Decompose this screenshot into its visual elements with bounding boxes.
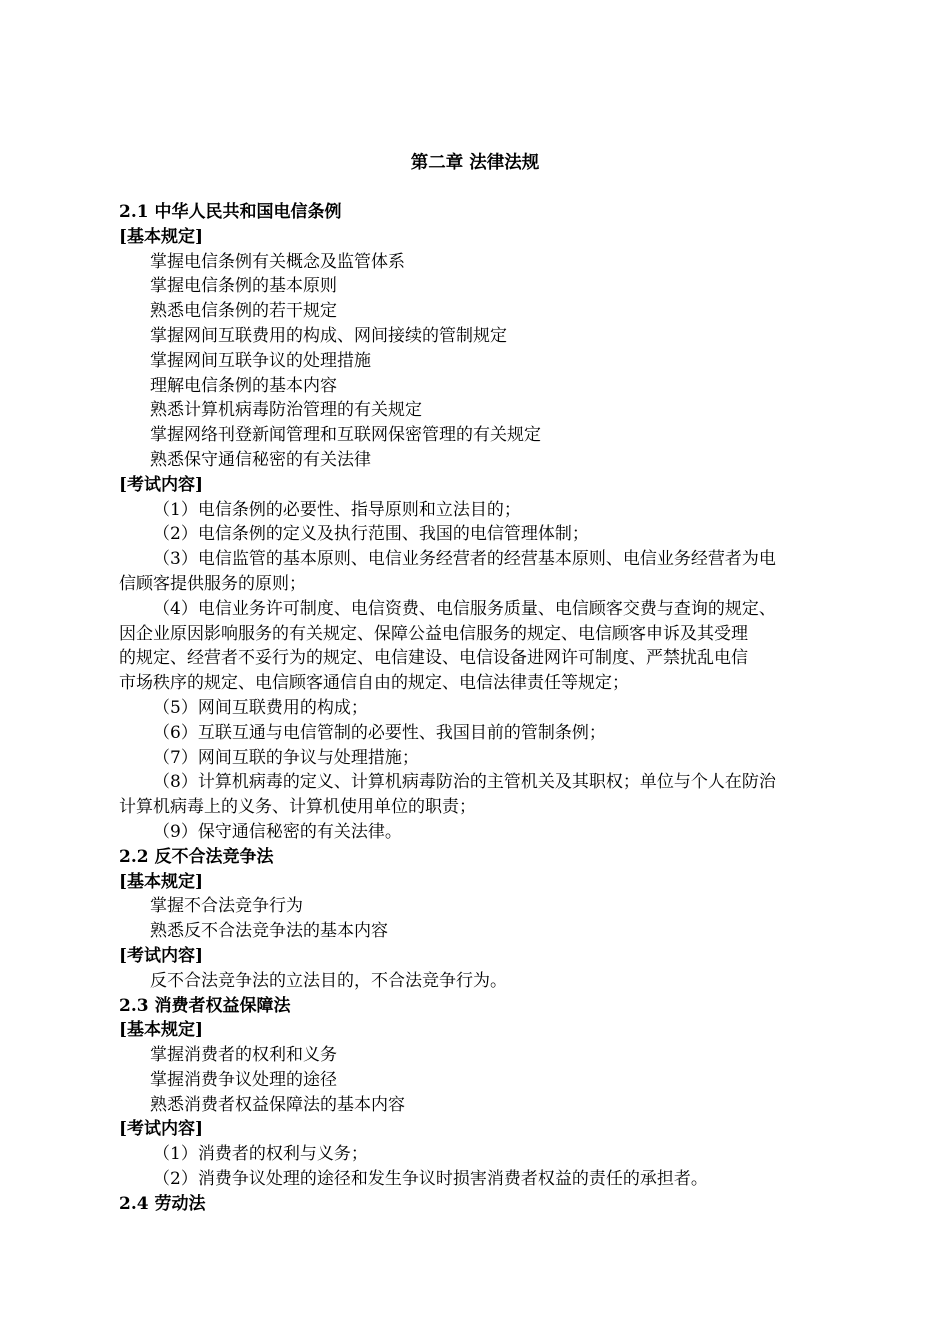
exam-item: （9）保守通信秘密的有关法律。 xyxy=(153,821,402,842)
basic-item: 掌握消费争议处理的途径 xyxy=(150,1069,337,1090)
basic-item: 掌握电信条例有关概念及监管体系 xyxy=(150,251,405,272)
exam-item: （4）电信业务许可制度、电信资费、电信服务质量、电信顾客交费与查询的规定、 xyxy=(153,598,776,619)
section-heading: 2.3 消费者权益保障法 xyxy=(119,995,291,1016)
document-body xyxy=(119,200,864,1217)
section-heading: 2.2 反不合法竞争法 xyxy=(119,846,274,867)
exam-item: （7）网间互联的争议与处理措施； xyxy=(153,747,419,768)
exam-item: （1）消费者的权利与义务； xyxy=(153,1144,368,1165)
exam-item: （3）电信监管的基本原则、电信业务经营者的经营基本原则、电信业务经营者为电 xyxy=(153,549,776,570)
exam-content-label: [考试内容] xyxy=(119,1119,204,1140)
exam-item: （5）网间互联费用的构成； xyxy=(153,697,368,718)
exam-content-label: [考试内容] xyxy=(119,945,204,966)
exam-item-continuation: 信顾客提供服务的原则； xyxy=(119,573,306,594)
chapter-title: 第二章 法律法规 xyxy=(410,153,540,173)
exam-item-continuation: 的规定、经营者不妥行为的规定、电信建设、电信设备进网许可制度、严禁扰乱电信 xyxy=(119,648,748,669)
basic-item: 掌握网间互联费用的构成、网间接续的管制规定 xyxy=(150,325,507,346)
exam-item: （8）计算机病毒的定义、计算机病毒防治的主管机关及其职权；单位与个人在防治 xyxy=(153,772,776,793)
exam-item-continuation: 市场秩序的规定、电信顾客通信自由的规定、电信法律责任等规定； xyxy=(119,673,629,694)
exam-content-label: [考试内容] xyxy=(119,474,204,495)
basic-requirements-label: [基本规定] xyxy=(119,1020,204,1041)
basic-item: 熟悉反不合法竞争法的基本内容 xyxy=(150,921,388,942)
basic-item: 掌握网间互联争议的处理措施 xyxy=(150,350,371,371)
basic-requirements-label: [基本规定] xyxy=(119,871,204,892)
section-heading: 2.1 中华人民共和国电信条例 xyxy=(119,202,342,222)
basic-item: 熟悉电信条例的若干规定 xyxy=(150,301,337,322)
exam-item-continuation: 计算机病毒上的义务、计算机使用单位的职责； xyxy=(119,797,476,818)
basic-item: 熟悉保守通信秘密的有关法律 xyxy=(150,449,371,470)
basic-item: 理解电信条例的基本内容 xyxy=(150,375,337,396)
basic-item: 掌握网络刊登新闻管理和互联网保密管理的有关规定 xyxy=(150,425,541,446)
exam-item: （2）消费争议处理的途径和发生争议时损害消费者权益的责任的承担者。 xyxy=(153,1169,708,1190)
basic-requirements-label: [基本规定] xyxy=(119,226,204,247)
exam-item: （1）电信条例的必要性、指导原则和立法目的； xyxy=(153,499,521,520)
section-heading: 2.4 劳动法 xyxy=(119,1193,206,1214)
basic-item: 掌握电信条例的基本原则 xyxy=(150,276,337,297)
exam-item-continuation: 因企业原因影响服务的有关规定、保障公益电信服务的规定、电信顾客申诉及其受理 xyxy=(119,623,748,644)
basic-item: 掌握消费者的权利和义务 xyxy=(150,1045,337,1066)
exam-item: 反不合法竞争法的立法目的，不合法竞争行为。 xyxy=(150,970,507,991)
exam-item: （6）互联互通与电信管制的必要性、我国目前的管制条例； xyxy=(153,722,606,743)
basic-item: 掌握不合法竞争行为 xyxy=(150,896,303,917)
basic-item: 熟悉消费者权益保障法的基本内容 xyxy=(150,1094,405,1115)
exam-item: （2）电信条例的定义及执行范围、我国的电信管理体制； xyxy=(153,524,589,545)
basic-item: 熟悉计算机病毒防治管理的有关规定 xyxy=(150,400,422,421)
